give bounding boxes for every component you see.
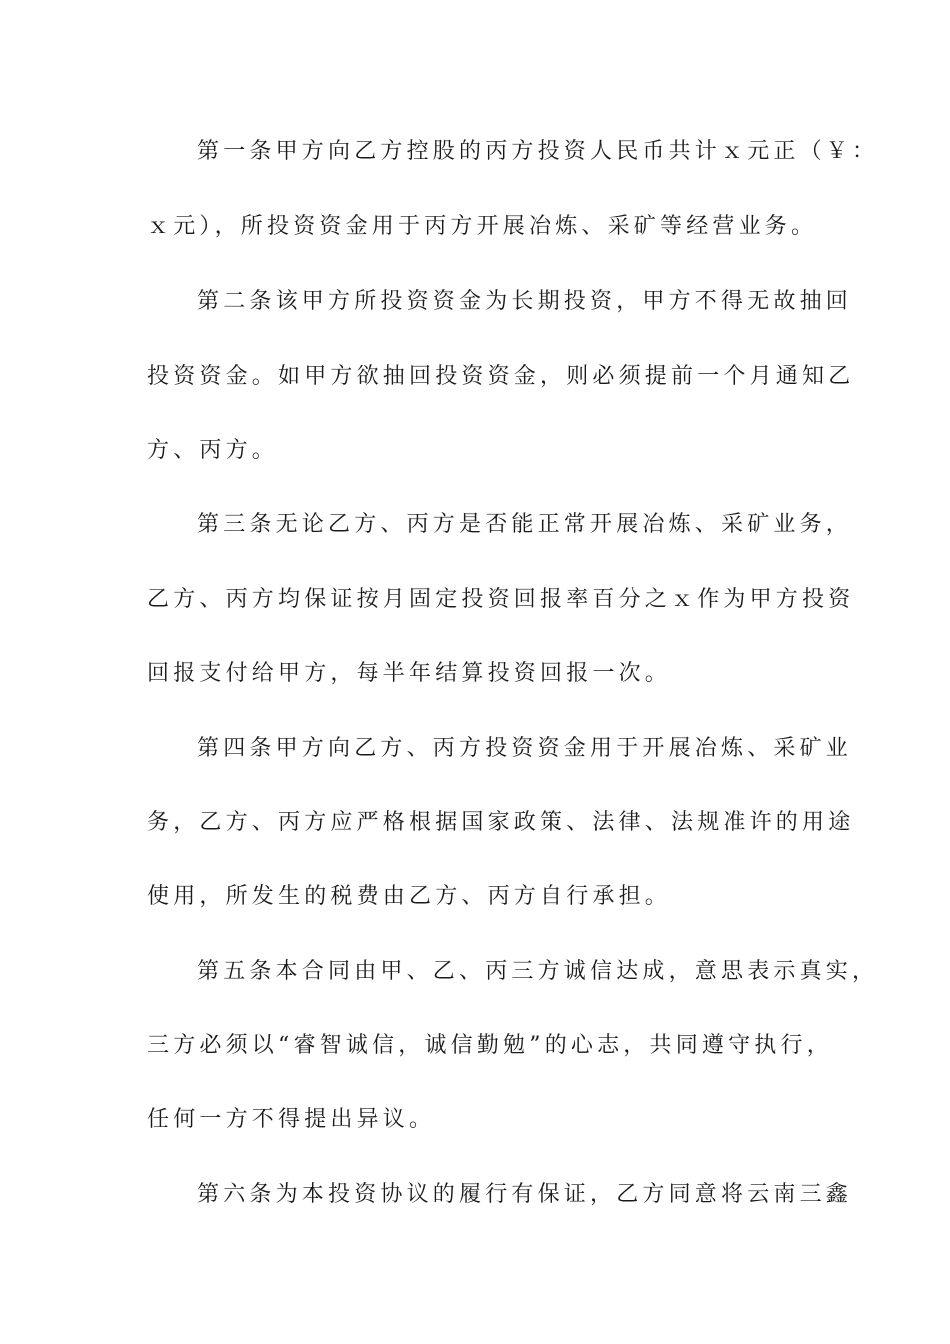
article-6-line-1: 第六条为本投资协议的履行有保证，乙方同意将云南三鑫 [197,1182,853,1207]
article-4-line-2: 务，乙方、丙方应严格根据国家政策、法律、法规准许的用途 [147,810,855,835]
article-1-line-2: ｘ元），所投资资金用于丙方开展冶炼、采矿等经营业务。 [147,214,818,239]
article-2-line-2: 投资资金。如甲方欲抽回投资资金，则必须提前一个月通知乙 [147,364,855,389]
article-4-line-1: 第四条甲方向乙方、丙方投资资金用于开展冶炼、采矿业 [197,736,853,761]
article-3-line-3: 回报支付给甲方，每半年结算投资回报一次。 [147,661,672,686]
article-5-line-1: 第五条本合同由甲、乙、丙三方诚信达成，意思表示真实， [197,959,879,984]
article-5-line-2: 三方必须以“睿智诚信，诚信勤勉”的心志，共同遵守执行， [147,1033,833,1058]
article-2-line-3: 方、丙方。 [147,438,279,463]
article-5-line-3: 任何一方不得提出异议。 [147,1107,436,1132]
article-3-line-2: 乙方、丙方均保证按月固定投资回报率百分之ｘ作为甲方投资 [147,587,855,612]
article-3-line-1: 第三条无论乙方、丙方是否能正常开展冶炼、采矿业务， [197,512,853,537]
article-4-line-3: 使用，所发生的税费由乙方、丙方自行承担。 [147,884,672,909]
article-2-line-1: 第二条该甲方所投资资金为长期投资，甲方不得无故抽回 [197,289,853,314]
article-1-line-1: 第一条甲方向乙方控股的丙方投资人民币共计ｘ元正（￥： [197,139,879,164]
